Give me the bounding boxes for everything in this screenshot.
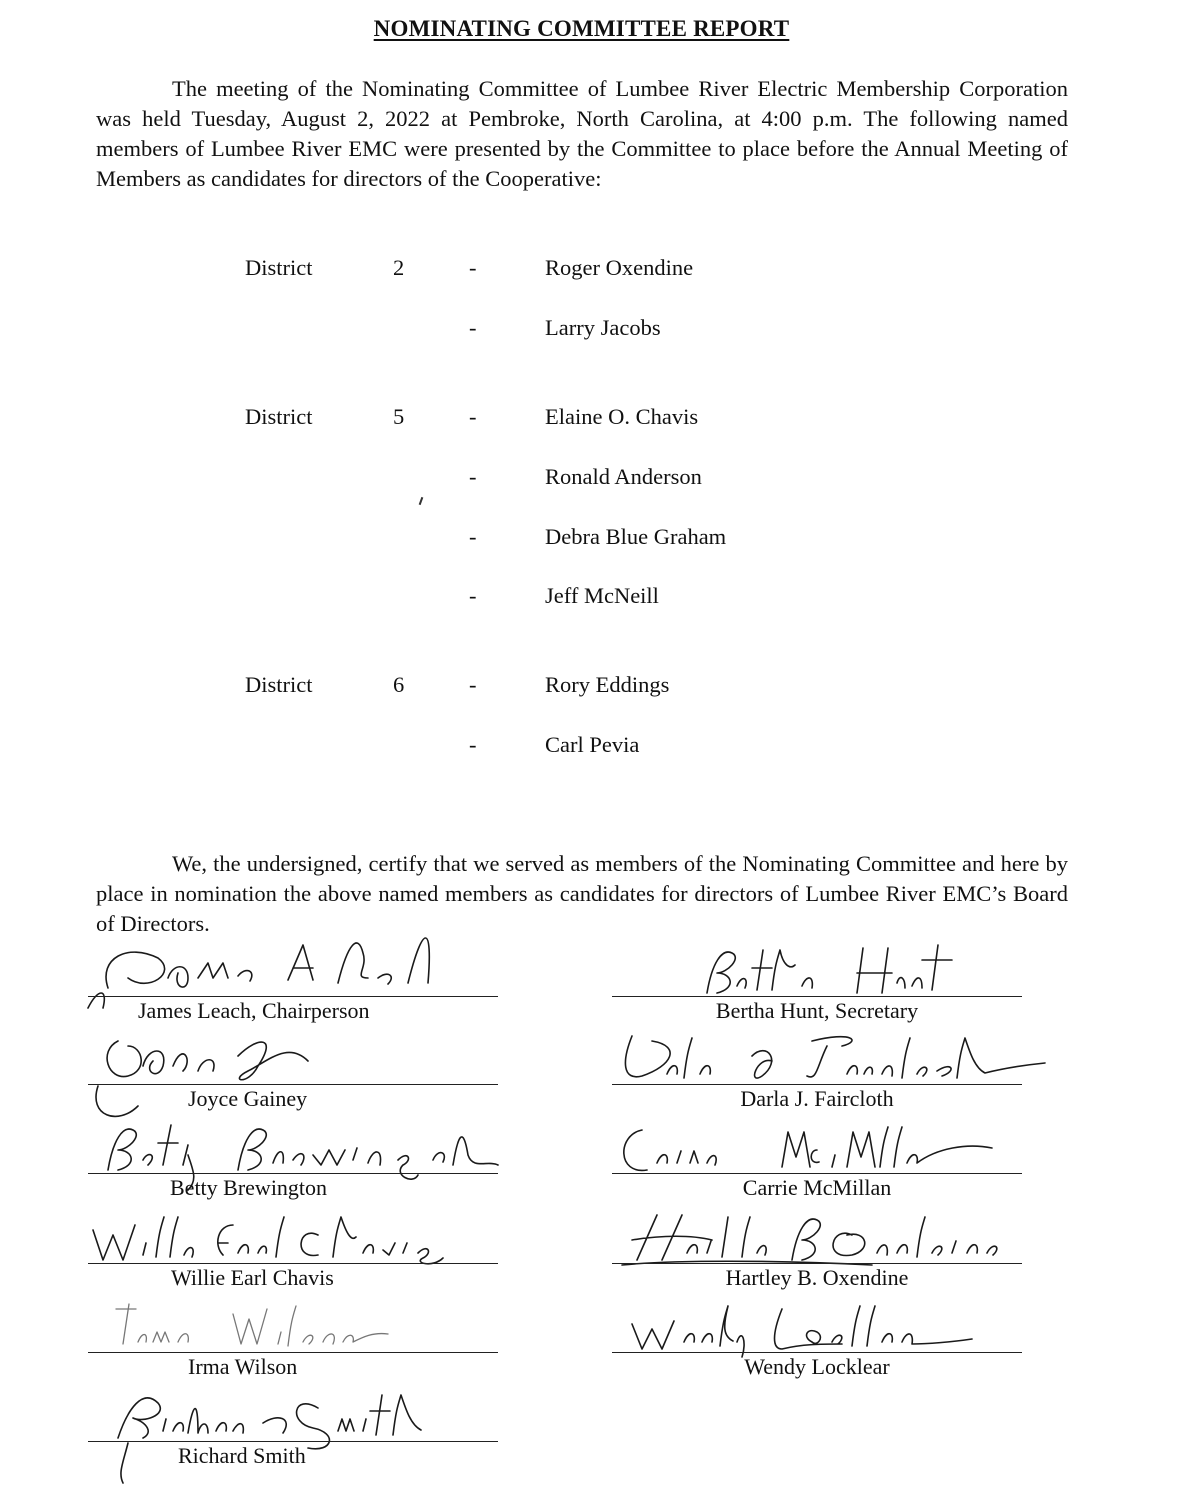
signature-block xyxy=(612,1026,1022,1116)
signer-name: Hartley B. Oxendine xyxy=(725,1265,909,1290)
dash: - xyxy=(469,404,477,429)
signature-line xyxy=(612,1173,1022,1174)
signature-block xyxy=(612,1205,1022,1295)
signature-block xyxy=(612,938,1022,1028)
signature-block xyxy=(88,1294,498,1384)
signature-block xyxy=(88,1205,498,1295)
signature-line xyxy=(88,996,498,997)
signature-line xyxy=(612,1352,1022,1353)
handwritten-signature xyxy=(88,1383,498,1443)
district-number: 2 xyxy=(393,255,405,280)
candidate-name: Larry Jacobs xyxy=(545,315,661,340)
signature-block xyxy=(88,1115,498,1205)
signer-name: Betty Brewington xyxy=(170,1175,328,1200)
signature-block xyxy=(612,1115,1022,1205)
district-label: District xyxy=(245,404,313,429)
signature-block xyxy=(88,938,498,1028)
dash: - xyxy=(469,583,477,608)
candidate-name: Roger Oxendine xyxy=(545,255,694,280)
district-number: 6 xyxy=(393,672,405,697)
signature-line xyxy=(612,1263,1022,1264)
signature-line xyxy=(612,996,1022,997)
signature-line xyxy=(88,1173,498,1174)
signature-block xyxy=(88,1383,498,1473)
district-label: District xyxy=(245,672,313,697)
handwritten-signature xyxy=(612,1115,1022,1175)
candidate-name: Ronald Anderson xyxy=(545,464,702,489)
handwritten-signature xyxy=(612,1026,1022,1086)
dash: - xyxy=(469,732,477,757)
dash: - xyxy=(469,464,477,489)
handwritten-signature xyxy=(612,1294,1022,1354)
signer-name: Willie Earl Chavis xyxy=(171,1265,334,1290)
handwritten-signature xyxy=(88,938,498,998)
signer-name: Darla J. Faircloth xyxy=(740,1086,894,1111)
handwritten-signature xyxy=(88,1115,498,1175)
dash: - xyxy=(469,315,477,340)
dash: - xyxy=(469,672,477,697)
handwritten-signature xyxy=(88,1205,498,1265)
handwritten-signature xyxy=(612,1205,1022,1265)
candidate-name: Debra Blue Graham xyxy=(545,524,727,549)
candidate-name: Jeff McNeill xyxy=(545,583,659,608)
dash: - xyxy=(469,524,477,549)
signer-name: James Leach, Chairperson xyxy=(138,998,370,1023)
signature-line xyxy=(88,1084,498,1085)
signer-name: Joyce Gainey xyxy=(188,1086,308,1111)
candidate-name: Carl Pevia xyxy=(545,732,640,757)
handwritten-signature xyxy=(612,938,1022,998)
candidate-name: Rory Eddings xyxy=(545,672,670,697)
signer-name: Carrie McMillan xyxy=(742,1175,892,1200)
signature-line xyxy=(88,1441,498,1442)
handwritten-signature xyxy=(88,1026,498,1086)
district-number: 5 xyxy=(393,404,405,429)
signature-block xyxy=(88,1026,498,1116)
signer-name: Richard Smith xyxy=(178,1443,306,1468)
signer-name: Wendy Locklear xyxy=(744,1354,890,1379)
signature-line xyxy=(88,1263,498,1264)
signature-line xyxy=(88,1352,498,1353)
intro-paragraph: The meeting of the Nominating Committee of Lumbee River Electric Membership Corporation was held Tuesday, August 2, 2022 at Pembroke, North Carolina, at 4:00 p.m. The following named members of Lumbee River EMC were presented by the Committee to place before the Annual Meeting of Members as candidates for directors of the Cooperative: xyxy=(96,76,1068,191)
signature-line xyxy=(612,1084,1022,1085)
signer-name: Irma Wilson xyxy=(188,1354,298,1379)
document-title: NOMINATING COMMITTEE REPORT xyxy=(373,16,790,41)
handwritten-signature xyxy=(88,1294,498,1354)
district-label: District xyxy=(245,255,313,280)
signer-name: Bertha Hunt, Secretary xyxy=(715,998,919,1023)
certification-paragraph: We, the undersigned, certify that we served as members of the Nominating Committee and here by place in nomination the above named members as candidates for directors of Lumbee River EMC’s Board of Directors. xyxy=(96,851,1068,936)
stray-mark xyxy=(419,497,424,505)
candidate-name: Elaine O. Chavis xyxy=(545,404,699,429)
signature-block xyxy=(612,1294,1022,1384)
dash: - xyxy=(469,255,477,280)
